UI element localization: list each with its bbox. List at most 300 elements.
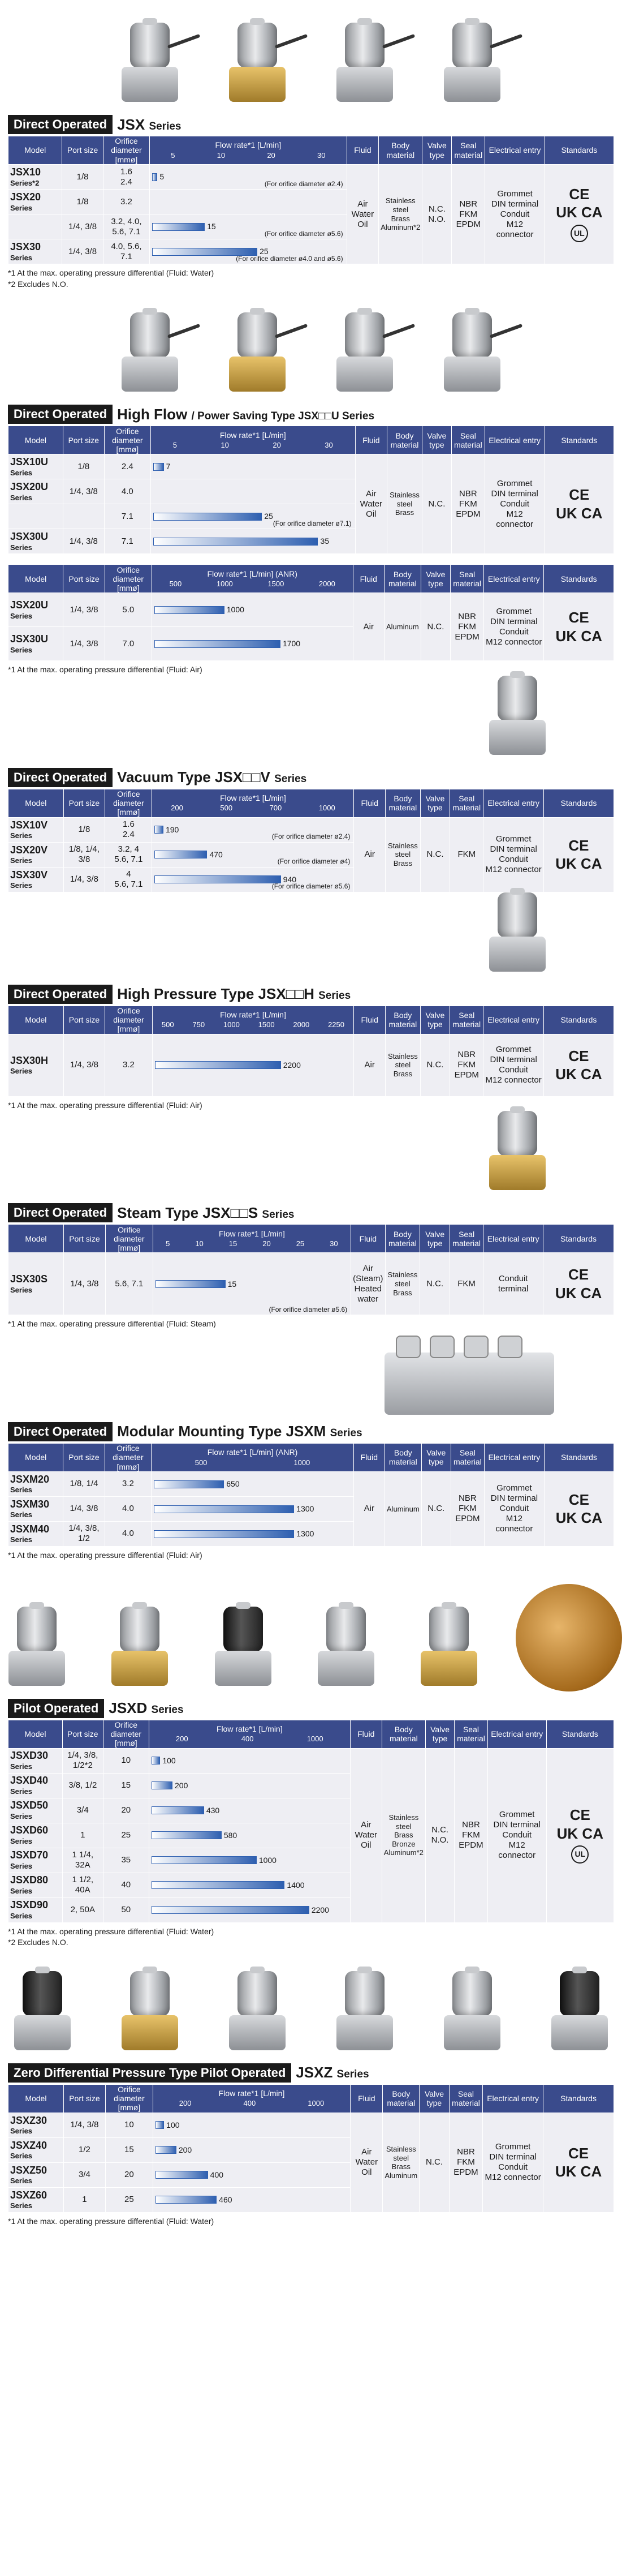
column-header-label: Electrical entry bbox=[487, 1015, 540, 1025]
model-cell bbox=[8, 1773, 63, 1798]
flow-scale bbox=[149, 1735, 350, 1744]
column-header-label: Port size bbox=[67, 145, 98, 155]
spec-table bbox=[8, 1720, 614, 1923]
column-header-label: Port size bbox=[69, 2094, 100, 2103]
solenoid-valve-image bbox=[435, 23, 509, 108]
orifice-value: 40 bbox=[121, 1880, 131, 1890]
orifice-value: 3.2, 4.0, bbox=[111, 216, 142, 226]
port-size-cell bbox=[63, 454, 104, 479]
port-size-cell bbox=[63, 1253, 105, 1315]
scale-tick: 30 bbox=[330, 1239, 338, 1248]
fluid-value: Oil bbox=[361, 1840, 372, 1851]
flow-rate-cell bbox=[153, 2187, 351, 2212]
model-series: Series bbox=[10, 1067, 33, 1076]
orifice-cell bbox=[104, 504, 150, 529]
header-row bbox=[8, 2084, 614, 2113]
model-cell bbox=[8, 454, 63, 479]
model-name: JSXD70 bbox=[10, 1849, 49, 1861]
port-size-cell bbox=[63, 1521, 105, 1546]
model-series: Series bbox=[10, 1285, 33, 1294]
orifice-value: 5.0 bbox=[122, 604, 135, 615]
flow-rate-cell bbox=[152, 817, 354, 842]
flow-rate-value: 190 bbox=[165, 825, 179, 834]
flow-rate-bar bbox=[153, 463, 164, 471]
seal-cell bbox=[452, 165, 485, 264]
column-header bbox=[104, 426, 150, 454]
standards-cell bbox=[543, 817, 614, 892]
column-header-label: Electrical entry bbox=[487, 574, 540, 583]
column-header-label: Model bbox=[24, 435, 47, 445]
column-header bbox=[422, 136, 452, 165]
model-series: Series bbox=[10, 543, 33, 552]
model-series: Series bbox=[10, 1787, 33, 1796]
scale-tick: 200 bbox=[175, 1734, 188, 1744]
standard-mark-icon: UK CA bbox=[555, 1509, 603, 1527]
elec-value: Grommet bbox=[497, 188, 533, 199]
seal-value: EPDM bbox=[456, 509, 481, 519]
column-header bbox=[385, 1225, 420, 1253]
flow-rate-cell bbox=[150, 214, 347, 239]
port-size-cell bbox=[62, 165, 103, 190]
series-subtitle: Series bbox=[274, 773, 307, 785]
elec-cell bbox=[483, 1253, 543, 1315]
column-header-label: Orifice diameter [mmø] bbox=[114, 1225, 145, 1252]
table-row bbox=[8, 165, 614, 190]
port-size-value: 1/2*2 bbox=[72, 1761, 93, 1771]
column-header-label: Standards bbox=[561, 1453, 597, 1462]
model-name: JSX10U bbox=[10, 456, 49, 468]
model-name: JSX30 bbox=[10, 241, 41, 252]
column-header-label: Valve type bbox=[425, 1229, 445, 1248]
series-subtitle: Series bbox=[330, 1427, 362, 1440]
body-value: Bronze bbox=[392, 1839, 416, 1848]
orifice-value: 1.6 bbox=[120, 166, 132, 177]
standard-mark-icon: CE bbox=[569, 1806, 590, 1824]
scale-tick: 20 bbox=[267, 151, 275, 160]
standard-mark-icon: CE bbox=[568, 836, 589, 854]
seal-value: NBR bbox=[459, 199, 478, 209]
orifice-cell bbox=[103, 239, 149, 264]
series-name: JSXD bbox=[109, 1699, 152, 1717]
model-cell bbox=[8, 842, 64, 867]
flow-rate-bar bbox=[152, 1806, 204, 1814]
elec-cell bbox=[483, 2113, 543, 2212]
column-header-label: Model bbox=[25, 1453, 47, 1462]
fluid-value: Air bbox=[361, 2147, 372, 2157]
model-name: JSXD40 bbox=[10, 1775, 49, 1787]
flow-rate-bar bbox=[152, 1856, 257, 1864]
solenoid-valve-image bbox=[103, 1607, 172, 1691]
port-size-value: 3/8 bbox=[78, 855, 90, 865]
column-header bbox=[545, 136, 614, 165]
scale-tick: 200 bbox=[179, 2099, 192, 2108]
orifice-cell bbox=[103, 190, 149, 214]
flow-rate-cell bbox=[153, 1253, 351, 1315]
series-name: JSX bbox=[117, 115, 149, 133]
seal-cell bbox=[451, 454, 485, 554]
valve-value: N.C. bbox=[426, 1060, 444, 1070]
fluid-value: Water bbox=[355, 1830, 377, 1840]
column-header bbox=[385, 1006, 420, 1034]
column-header-label: Orifice diameter [mmø] bbox=[113, 789, 144, 817]
standard-mark-icon: CE bbox=[568, 1266, 589, 1283]
solenoid-valve-image bbox=[481, 892, 554, 977]
flow-rate-cell bbox=[152, 867, 354, 892]
column-header bbox=[8, 1720, 63, 1748]
model-series: Series bbox=[10, 1912, 33, 1921]
footnotes bbox=[8, 1926, 614, 1948]
scale-tick: 5 bbox=[172, 440, 178, 449]
table-row bbox=[8, 593, 614, 627]
column-header-label: Orifice diameter [mmø] bbox=[110, 1720, 142, 1748]
orifice-cell bbox=[106, 2137, 153, 2162]
flow-scale bbox=[152, 1459, 353, 1467]
solenoid-valve-image bbox=[435, 312, 509, 397]
spec-table bbox=[8, 426, 614, 554]
port-size-cell bbox=[62, 1873, 103, 1897]
seal-cell bbox=[451, 593, 484, 661]
flow-rate-cell bbox=[152, 842, 354, 867]
orifice-value: 35 bbox=[121, 1855, 131, 1865]
model-name: JSXD50 bbox=[10, 1800, 49, 1811]
section-title bbox=[117, 406, 374, 423]
product-photos bbox=[0, 676, 622, 766]
valve-value: N.O. bbox=[428, 214, 446, 224]
flow-rate-cell bbox=[149, 1873, 350, 1897]
model-series: Series bbox=[10, 1887, 33, 1896]
standard-mark-icon: UK CA bbox=[556, 204, 603, 221]
flow-note: (For orifice diameter ø2.4) bbox=[271, 832, 351, 841]
column-header-label: Electrical entry bbox=[489, 145, 541, 155]
body-cell bbox=[379, 165, 422, 264]
port-size-cell bbox=[62, 1773, 103, 1798]
body-value: Brass bbox=[395, 508, 414, 517]
column-header bbox=[63, 789, 105, 817]
flow-rate-value: 1000 bbox=[258, 1855, 277, 1865]
column-header bbox=[450, 1225, 483, 1253]
fluid-cell bbox=[351, 1253, 385, 1315]
orifice-value: 2.4 bbox=[120, 177, 132, 187]
flow-note: (For orifice diameter ø2.4) bbox=[264, 179, 343, 188]
column-header bbox=[483, 2084, 543, 2113]
elec-value: DIN terminal bbox=[490, 1055, 537, 1065]
series-subtitle: Series bbox=[149, 120, 182, 132]
column-header bbox=[8, 136, 62, 165]
solenoid-valve-image bbox=[6, 1971, 79, 2056]
flow-scale bbox=[152, 580, 353, 589]
column-header-label: Port size bbox=[68, 1453, 100, 1462]
port-size-value: 1/2 bbox=[78, 1534, 90, 1544]
port-size-cell bbox=[63, 2162, 105, 2187]
seal-value: NBR bbox=[458, 611, 476, 621]
spec-table bbox=[8, 1006, 614, 1097]
body-value: Stainless steel bbox=[388, 1813, 419, 1831]
column-header bbox=[420, 789, 450, 817]
column-header bbox=[8, 2084, 64, 2113]
column-header-label: Seal material bbox=[452, 794, 481, 813]
flow-rate-bar bbox=[154, 851, 207, 858]
model-series: Series*2 bbox=[10, 178, 40, 187]
port-size-value: 1/8 bbox=[76, 171, 89, 182]
scale-tick: 1000 bbox=[293, 1458, 310, 1467]
seal-value: EPDM bbox=[456, 219, 481, 229]
column-header bbox=[451, 426, 485, 454]
flow-scale bbox=[151, 441, 355, 450]
scale-tick: 1000 bbox=[308, 2099, 325, 2108]
seal-value: NBR bbox=[462, 1820, 480, 1830]
standards-cell bbox=[545, 454, 614, 554]
fluid-value: Air bbox=[364, 1504, 374, 1514]
footnote: *1 At the max. operating pressure differential (Fluid: Air) bbox=[8, 1550, 202, 1560]
valve-cell bbox=[422, 454, 451, 554]
header-row bbox=[8, 789, 614, 817]
model-series: Series bbox=[10, 856, 33, 865]
port-size-cell bbox=[62, 190, 103, 214]
column-header-label: Fluid bbox=[362, 435, 380, 445]
elec-value: DIN terminal bbox=[489, 2152, 537, 2162]
orifice-cell bbox=[104, 454, 150, 479]
orifice-cell bbox=[105, 817, 152, 842]
model-cell bbox=[8, 1496, 63, 1521]
column-header-label: Standards bbox=[560, 798, 597, 808]
spec-table bbox=[8, 789, 614, 892]
column-header-label: Standards bbox=[560, 574, 597, 583]
elec-cell bbox=[485, 454, 545, 554]
spec-table bbox=[8, 136, 614, 264]
column-header-label: Port size bbox=[68, 1015, 100, 1025]
body-value: Brass bbox=[391, 2162, 411, 2171]
column-header-label: Port size bbox=[68, 798, 100, 808]
flow-note: (For orifice diameter ø7.1) bbox=[273, 519, 352, 527]
port-size-cell bbox=[63, 593, 105, 627]
model-name: JSX20U bbox=[10, 481, 49, 493]
fluid-value: Air bbox=[364, 1060, 375, 1070]
solenoid-valve-image bbox=[543, 1971, 616, 2056]
column-header bbox=[382, 1720, 425, 1748]
column-header-label: Model bbox=[25, 574, 47, 583]
fluid-cell bbox=[351, 2113, 383, 2212]
seal-value: EPDM bbox=[453, 2167, 478, 2178]
model-name: JSX30S bbox=[10, 1273, 48, 1285]
flow-rate-value: 460 bbox=[219, 2195, 232, 2204]
column-header bbox=[544, 1443, 614, 1471]
product-photos bbox=[0, 290, 622, 403]
fluid-value: Air bbox=[363, 621, 374, 632]
orifice-value: 3.2 bbox=[122, 1479, 134, 1489]
column-header-label: Orifice diameter [mmø] bbox=[113, 1006, 144, 1034]
flow-rate-value: 1400 bbox=[287, 1880, 305, 1890]
elec-cell bbox=[483, 817, 544, 892]
flow-note: (For orifice diameter ø4) bbox=[277, 857, 351, 866]
column-header bbox=[487, 1720, 546, 1748]
column-header-label: Fluid bbox=[358, 2094, 375, 2103]
section-header bbox=[8, 1697, 614, 1720]
solenoid-valve-image bbox=[328, 23, 401, 108]
column-header bbox=[455, 1720, 487, 1748]
seal-value: FKM bbox=[457, 849, 476, 860]
section-title bbox=[117, 1204, 294, 1222]
body-cell bbox=[384, 593, 421, 661]
seal-cell bbox=[449, 2113, 482, 2212]
flow-note: (For orifice diameter ø5.6) bbox=[271, 882, 351, 891]
model-name: JSX20V bbox=[10, 844, 48, 856]
elec-cell bbox=[483, 1034, 544, 1096]
column-header-label: Seal material bbox=[452, 2089, 480, 2108]
fluid-value: Heated bbox=[354, 1283, 382, 1294]
flow-scale bbox=[153, 1021, 354, 1029]
body-cell bbox=[385, 1034, 420, 1096]
column-header-label: Orifice diameter [mmø] bbox=[111, 136, 142, 164]
flow-rate-bar bbox=[154, 606, 224, 614]
flow-rate-cell bbox=[149, 1848, 350, 1873]
flow-rate-cell bbox=[152, 1471, 354, 1496]
column-header-label: Fluid bbox=[361, 798, 378, 808]
scale-tick: 30 bbox=[317, 151, 326, 160]
column-header-label: Port size bbox=[69, 1234, 100, 1243]
flow-rate-bar bbox=[156, 2171, 208, 2179]
model-name: JSX20 bbox=[10, 191, 41, 203]
scale-tick: 10 bbox=[217, 151, 226, 160]
column-header-label: Valve type bbox=[426, 569, 446, 588]
scale-tick: 500 bbox=[195, 1458, 208, 1467]
fluid-value: Air bbox=[362, 1263, 374, 1273]
column-header bbox=[354, 789, 386, 817]
standard-mark-icon: CE bbox=[568, 609, 589, 626]
flow-rate-bar bbox=[156, 1280, 226, 1288]
flow-rate-value: 35 bbox=[320, 536, 330, 546]
column-header bbox=[105, 1443, 152, 1471]
valve-value: N.C. bbox=[428, 204, 446, 214]
column-header bbox=[543, 2084, 614, 2113]
port-size-value: 1/4, 3/8 bbox=[70, 638, 98, 649]
elec-value: Grommet bbox=[496, 478, 533, 488]
model-cell bbox=[8, 2137, 64, 2162]
footnote: *1 At the max. operating pressure differential (Fluid: Air) bbox=[8, 1100, 202, 1110]
orifice-value: 15 bbox=[124, 2145, 134, 2155]
model-cell bbox=[8, 504, 63, 529]
manifold-valve-image bbox=[385, 1353, 554, 1415]
product-photos bbox=[0, 892, 622, 983]
column-header bbox=[354, 1006, 386, 1034]
model-cell bbox=[8, 165, 62, 190]
standards-cell bbox=[543, 1034, 614, 1096]
column-header bbox=[485, 136, 545, 165]
model-name: JSXM20 bbox=[10, 1473, 50, 1485]
model-series: Series bbox=[10, 2127, 33, 2136]
standard-mark-icon: CE bbox=[568, 1491, 589, 1508]
column-header bbox=[545, 426, 614, 454]
flow-rate-bar bbox=[154, 1505, 294, 1513]
orifice-cell bbox=[104, 479, 150, 504]
orifice-value: 4 bbox=[126, 869, 131, 879]
port-size-value: 1/4, 3/8 bbox=[70, 1504, 98, 1514]
model-cell bbox=[8, 627, 63, 661]
flow-rate-value: 15 bbox=[207, 222, 216, 231]
elec-value: Conduit bbox=[499, 626, 529, 637]
section-title bbox=[117, 985, 351, 1003]
column-header bbox=[105, 565, 152, 593]
column-header-label: Model bbox=[25, 1234, 47, 1243]
model-name: JSX10 bbox=[10, 166, 41, 178]
series-name: Vacuum Type JSX□□V bbox=[117, 768, 275, 786]
seal-value: NBR bbox=[457, 1050, 476, 1060]
column-header-label: Model bbox=[24, 1729, 46, 1739]
scale-tick: 2000 bbox=[293, 1020, 310, 1029]
solenoid-valve-image bbox=[328, 312, 401, 397]
solenoid-valve-image bbox=[435, 1971, 509, 2056]
orifice-cell bbox=[105, 593, 152, 627]
port-size-cell bbox=[63, 1496, 105, 1521]
body-value: Aluminum*2 bbox=[383, 1848, 424, 1857]
standard-mark-icon: UK CA bbox=[556, 1824, 603, 1842]
elec-value: Grommet bbox=[495, 2142, 531, 2152]
spec-table bbox=[8, 564, 614, 661]
series-name: High Pressure Type JSX□□H bbox=[117, 985, 319, 1003]
product-photos bbox=[0, 0, 622, 113]
flow-rate-cell bbox=[150, 190, 347, 214]
port-size-value: 1/4, 3/8, bbox=[68, 1523, 100, 1534]
column-header-label: Flow rate*1 [L/min] (ANR) bbox=[207, 1448, 298, 1457]
orifice-value: 10 bbox=[121, 1755, 131, 1766]
orifice-cell bbox=[103, 1823, 149, 1848]
orifice-value: 15 bbox=[121, 1780, 131, 1791]
column-header-label: Valve type bbox=[427, 431, 447, 449]
model-name: JSXD80 bbox=[10, 1874, 49, 1886]
column-header-label: Seal material bbox=[453, 1448, 482, 1467]
column-header-label: Port size bbox=[68, 435, 100, 445]
valve-value: N.O. bbox=[431, 1835, 449, 1845]
port-size-value: 3/4 bbox=[79, 2170, 90, 2180]
model-name: JSX20U bbox=[10, 599, 49, 611]
port-size-cell bbox=[63, 1471, 105, 1496]
table-row bbox=[8, 2113, 614, 2137]
column-header-label: Fluid bbox=[357, 1729, 375, 1739]
elec-value: terminal bbox=[498, 1283, 529, 1294]
orifice-cell bbox=[105, 1521, 152, 1546]
elec-value: Conduit bbox=[498, 2162, 528, 2173]
port-size-cell bbox=[63, 842, 105, 867]
fluid-cell bbox=[347, 165, 379, 264]
column-header-label: Flow rate*1 [L/min] bbox=[219, 430, 286, 440]
elec-value: Conduit bbox=[502, 1830, 532, 1840]
orifice-cell bbox=[103, 214, 149, 239]
model-cell bbox=[8, 1471, 63, 1496]
column-header-label: Standards bbox=[561, 1729, 598, 1739]
column-header-label: Orifice diameter [mmø] bbox=[113, 1444, 144, 1471]
seal-cell bbox=[455, 1748, 487, 1922]
port-size-value: 1/4, 3/8 bbox=[68, 246, 97, 256]
valve-cell bbox=[420, 2113, 450, 2212]
orifice-value: 5.6, 7.1 bbox=[115, 1278, 144, 1289]
elec-value: M12 connector bbox=[498, 1840, 536, 1861]
valve-value: N.C. bbox=[427, 1504, 445, 1514]
standard-mark-icon: UK CA bbox=[555, 1284, 602, 1302]
column-header bbox=[63, 1443, 105, 1471]
orifice-value: 4.0 bbox=[121, 486, 133, 496]
body-value: Stainless steel bbox=[387, 1270, 418, 1289]
flow-scale bbox=[150, 152, 346, 160]
elec-value: Conduit bbox=[499, 1504, 529, 1514]
column-header bbox=[347, 136, 379, 165]
body-value: Aluminum bbox=[385, 2171, 418, 2180]
flow-rate-bar bbox=[153, 513, 262, 521]
flow-scale bbox=[152, 804, 353, 813]
seal-value: FKM bbox=[459, 1504, 477, 1514]
model-series: Series bbox=[10, 1535, 33, 1544]
model-name: JSX10V bbox=[10, 819, 48, 831]
model-cell bbox=[8, 1823, 63, 1848]
elec-value: DIN terminal bbox=[490, 844, 537, 855]
